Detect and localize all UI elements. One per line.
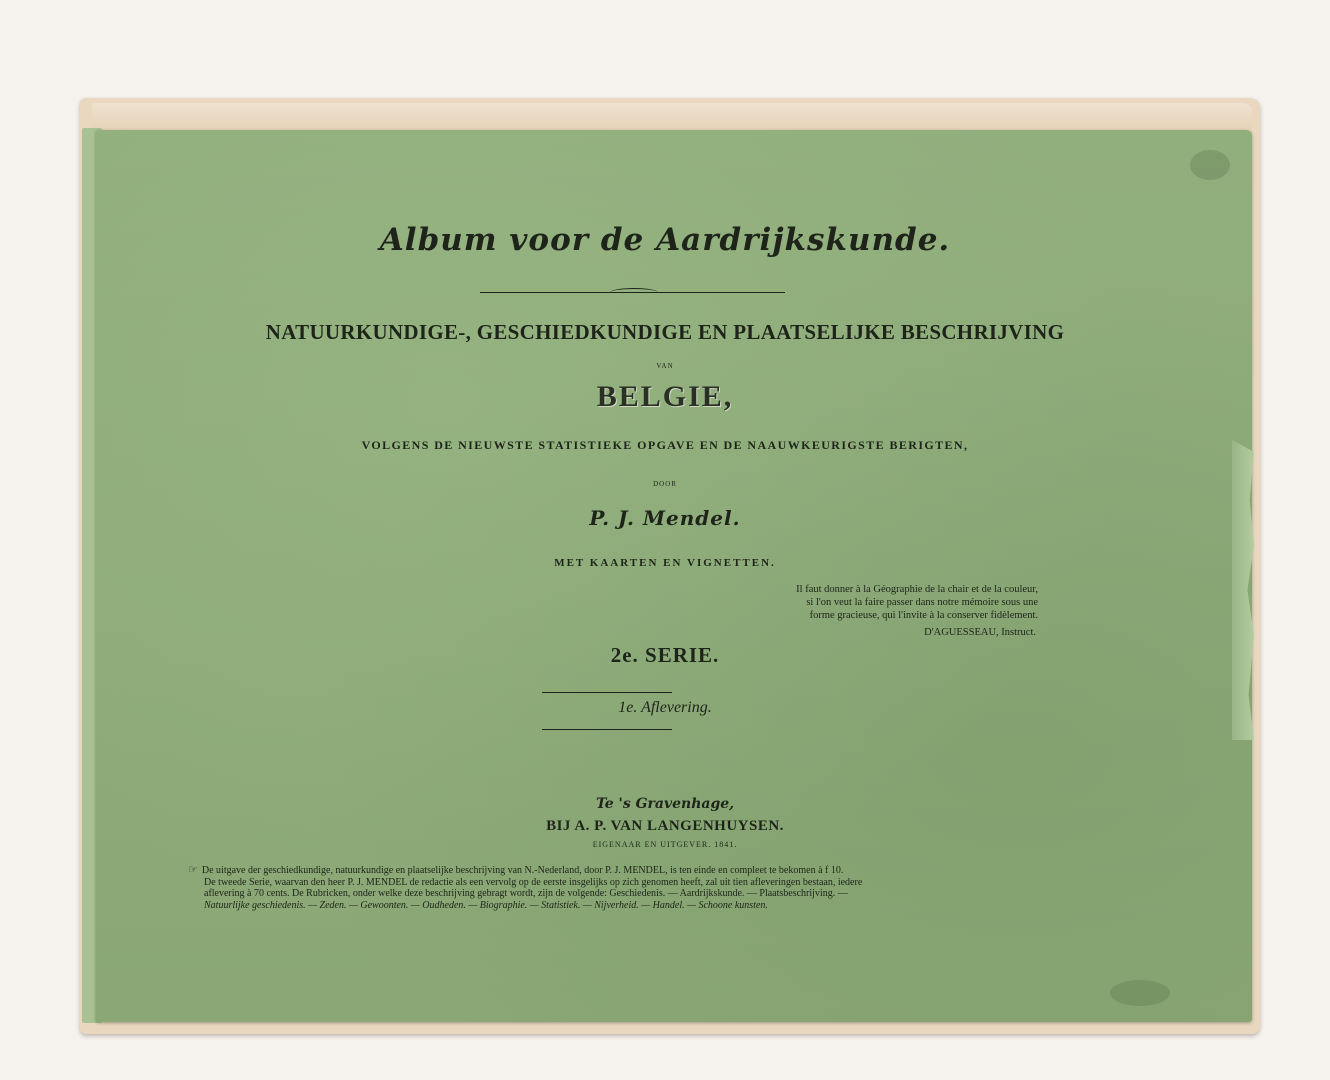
book-title: Album voor de Aardrijkskunde.: [379, 222, 951, 258]
door-label: DOOR: [653, 480, 677, 488]
epigraph: [730, 583, 1038, 622]
notice-line-1: [188, 864, 1038, 877]
volgens-line: VOLGENS DE NIEUWSTE STATISTIEKE OPGAVE EN DE NAAUWKEURIGSTE BERIGTEN,: [361, 438, 969, 452]
stain: [1110, 980, 1170, 1006]
notice-line-3: aflevering à 70 cents. De Rubricken, onder welke deze beschrijving gebragt wordt, zijn de volgende: Geschiedenis. — Aardrijkskunde. — Plaatsbeschrijving. —: [204, 888, 848, 900]
aflevering-label: 1e. Aflevering.: [618, 699, 712, 716]
epigraph-line: forme gracieuse, qui l'invite à la conserver fidèlement.: [809, 610, 1038, 621]
series-label: 2e. SERIE.: [610, 643, 720, 667]
rule-ornament: [610, 288, 658, 297]
subtitle: NATUURKUNDIGE-, GESCHIEDKUNDIGE EN PLAATSELIJKE BESCHRIJVING: [265, 320, 1065, 344]
epigraph-attribution: D'AGUESSEAU, Instruct.: [924, 627, 1036, 638]
author: P. J. Mendel.: [589, 506, 741, 530]
epigraph-line: si l'on veut la faire passer dans notre mémoire sous une: [806, 597, 1038, 608]
notice-line-2: De tweede Serie, waarvan den heer P. J. MENDEL de redactie als een vervolg op de eerste insgelijks op zich genomen heeft, zal uit tien afleveringen bestaan, iedere: [204, 876, 863, 888]
pointing-hand-icon: ☞: [188, 863, 198, 876]
notice: [188, 864, 1038, 911]
maps-line: MET KAARTEN EN VIGNETTEN.: [554, 557, 776, 569]
epigraph-line: Il faut donner à la Géographie de la chair et de la couleur,: [796, 584, 1038, 595]
notice-text: De uitgave der geschiedkundige, natuurkundige en plaatselijke beschrijving van N.-Nederland, door P. J. MENDEL, is ten einde en compleet te bekomen à f 10.: [201, 865, 844, 876]
van-label: VAN: [656, 362, 674, 370]
stain: [1190, 150, 1230, 180]
notice-line-4: Natuurlijke geschiedenis. — Zeden. — Gewoonten. — Oudheden. — Biographie. — Statistiek. — Nijverheid. — Handel. — Schoone kunsten.: [204, 899, 768, 911]
city: Te 's Gravenhage,: [595, 796, 735, 812]
country-title: BELGIE,: [596, 380, 734, 413]
publisher: BIJ A. P. VAN LANGENHUYSEN.: [546, 818, 784, 834]
owner-line: EIGENAAR EN UITGEVER. 1841.: [592, 840, 738, 849]
